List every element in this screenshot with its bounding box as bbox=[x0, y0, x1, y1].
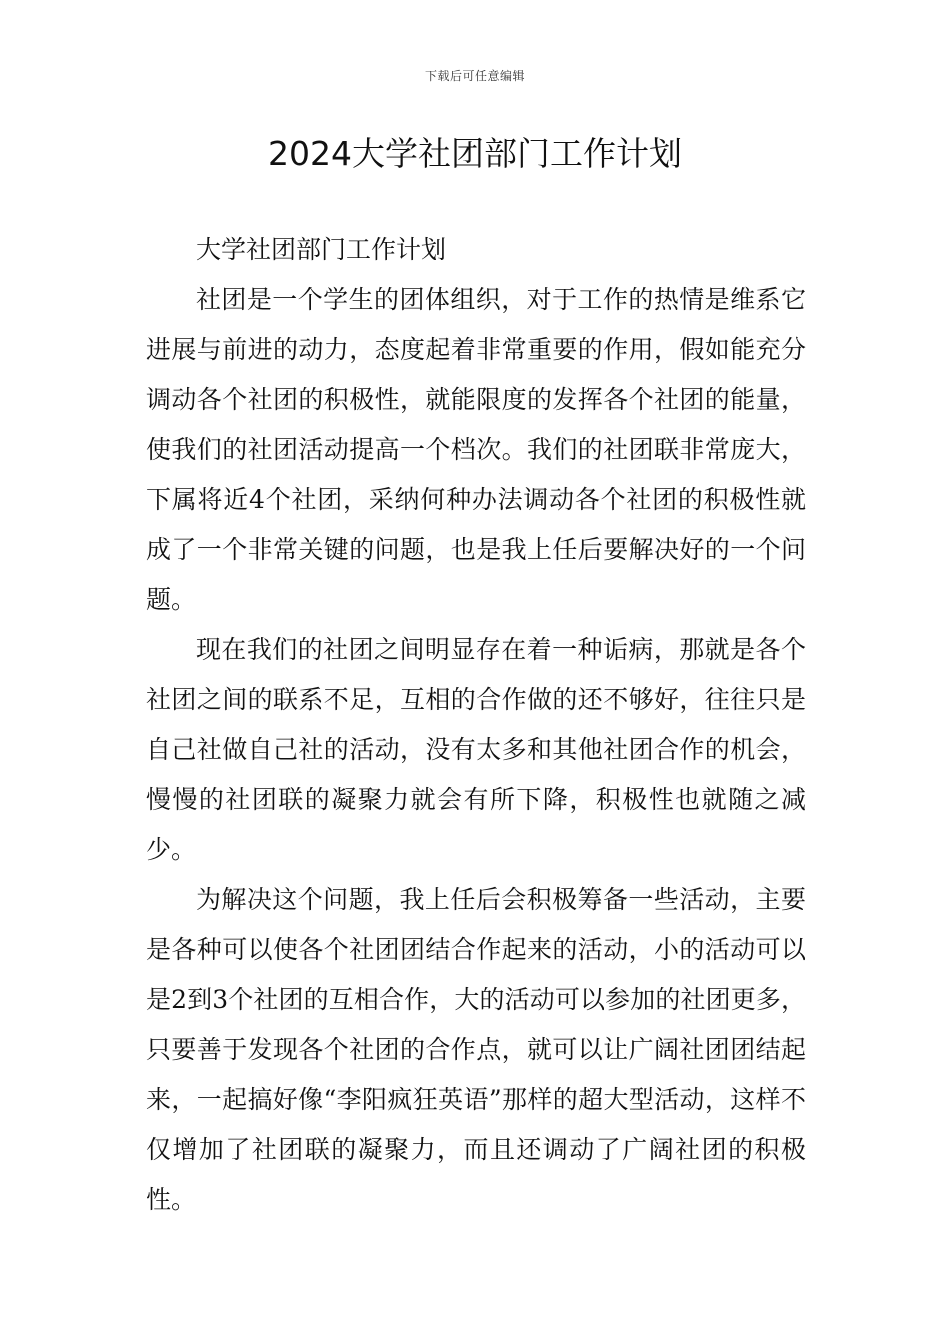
document-title: 2024大学社团部门工作计划 bbox=[268, 134, 682, 173]
paragraph: 社团是一个学生的团体组织，对于工作的热情是维系它进展与前进的动力，态度起着非常重要的作用，假如能充分调动各个社团的积极性，就能限度的发挥各个社团的能量，使我们的社团活动提高一个档次。我们的社团联非常庞大，下属将近4个社团，采纳何种办法调动各个社团的积极性就成了一个非常关键的问题，也是我上任后要解决好的一个问题。 bbox=[146, 285, 806, 614]
paragraph: 现在我们的社团之间明显存在着一种诟病，那就是各个社团之间的联系不足，互相的合作做的还不够好，往往只是自己社做自己社的活动，没有太多和其他社团合作的机会，慢慢的社团联的凝聚力就会有所下降，积极性也就随之减少。 bbox=[146, 635, 806, 864]
header-note: 下载后可任意编辑 bbox=[424, 69, 525, 83]
document-body bbox=[146, 225, 806, 1225]
paragraph-subtitle: 大学社团部门工作计划 bbox=[196, 235, 447, 264]
paragraph: 为解决这个问题，我上任后会积极筹备一些活动，主要是各种可以使各个社团团结合作起来的活动，小的活动可以是2到3个社团的互相合作，大的活动可以参加的社团更多，只要善于发现各个社团的合作点，就可以让广阔社团团结起来，一起搞好像“李阳疯狂英语”那样的超大型活动，这样不仅增加了社团联的凝聚力，而且还调动了广阔社团的积极性。 bbox=[146, 885, 806, 1214]
